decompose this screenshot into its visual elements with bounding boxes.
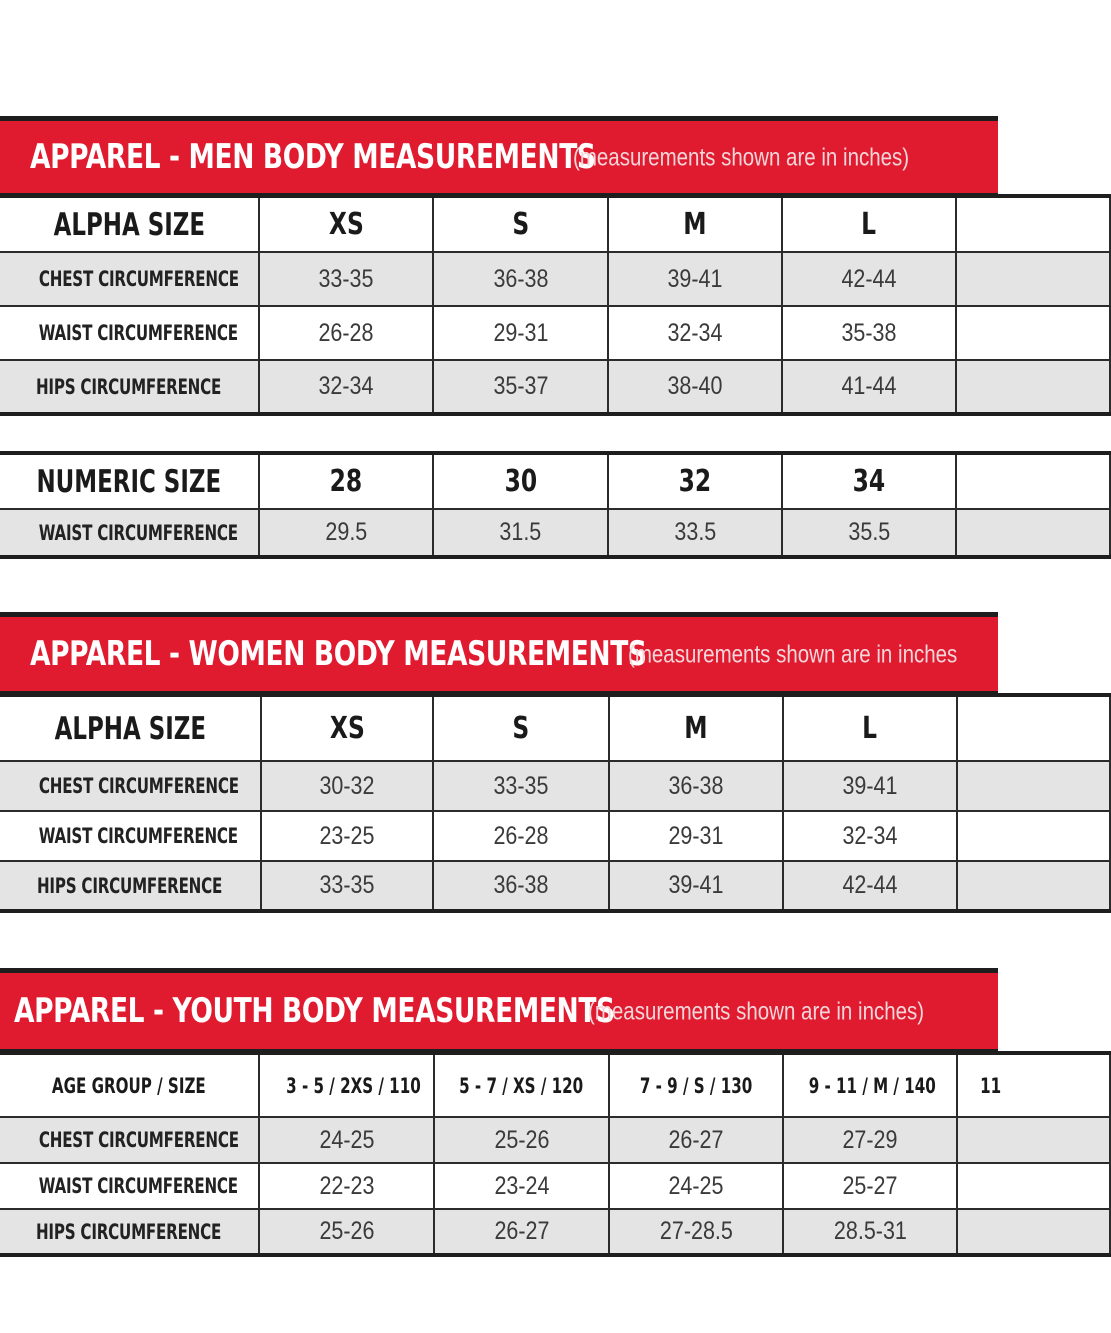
measurement-value: 31.5 — [499, 518, 542, 546]
size-heading: XS — [329, 711, 365, 746]
measurement-value: 22-23 — [318, 1171, 374, 1200]
measurement-value: 39-41 — [842, 771, 898, 800]
size-heading: 32 — [678, 464, 712, 499]
header-cell — [609, 1053, 783, 1117]
value-cell — [259, 360, 433, 414]
measurement-value: 30-32 — [319, 771, 375, 800]
women-banner — [0, 612, 998, 696]
size-heading: S — [512, 207, 529, 242]
measurement-value: 28.5-31 — [833, 1217, 907, 1245]
measurement-value: 25-27 — [842, 1171, 898, 1200]
size-heading: M — [683, 207, 707, 242]
value-cell — [783, 811, 957, 861]
value-cell — [609, 1163, 783, 1209]
measurement-value: 33-35 — [319, 871, 375, 899]
row-label: HIPS CIRCUMFERENCE — [36, 374, 222, 399]
value-cell — [783, 1163, 957, 1209]
value-cell — [782, 509, 956, 557]
table-row — [0, 1209, 1110, 1255]
header-cell — [956, 196, 1110, 252]
row-label-cell — [0, 1163, 259, 1209]
size-heading: L — [861, 207, 877, 242]
value-cell — [957, 761, 1110, 811]
header-cell — [259, 196, 433, 252]
measurement-value: 36-38 — [493, 871, 549, 899]
row-label: WAIST CIRCUMFERENCE — [38, 321, 238, 345]
men-banner — [0, 116, 998, 198]
value-cell — [261, 861, 433, 911]
measurement-value: 26-28 — [493, 821, 549, 850]
header-cell — [261, 695, 433, 761]
row-label: WAIST CIRCUMFERENCE — [38, 824, 238, 848]
value-cell — [259, 1209, 434, 1255]
value-cell — [783, 761, 957, 811]
measurement-value: 24-25 — [668, 1171, 724, 1200]
value-cell — [261, 811, 433, 861]
size-heading: 3 - 5 / 2XS / 110 — [286, 1073, 421, 1098]
measurement-value: 29-31 — [492, 318, 548, 347]
row-label-cell — [0, 509, 259, 557]
row-label: CHEST CIRCUMFERENCE — [38, 1128, 239, 1152]
size-heading: 5 - 7 / XS / 120 — [459, 1073, 584, 1098]
value-cell — [609, 761, 783, 811]
row-label-cell — [0, 360, 259, 414]
value-cell — [433, 360, 608, 414]
header-cell — [259, 1053, 434, 1117]
measurement-value: 41-44 — [841, 372, 897, 400]
women-alpha-size-table — [0, 693, 1111, 913]
size-heading: 34 — [852, 464, 886, 499]
men-banner-title: APPAREL - MEN BODY MEASUREMENTS — [30, 137, 596, 177]
value-cell — [956, 360, 1110, 414]
measurement-value: 29.5 — [325, 518, 367, 546]
table-header-row — [0, 453, 1110, 509]
value-cell — [956, 252, 1110, 306]
value-cell — [608, 252, 782, 306]
header-cell — [0, 196, 259, 252]
table-row — [0, 811, 1110, 861]
measurement-value: 39-41 — [667, 264, 723, 293]
header-cell — [783, 695, 957, 761]
table-row — [0, 1163, 1110, 1209]
value-cell — [433, 509, 608, 557]
value-cell — [433, 252, 608, 306]
header-cell — [782, 196, 956, 252]
value-cell — [957, 1163, 1110, 1209]
header-cell — [0, 695, 261, 761]
value-cell — [259, 509, 433, 557]
measurement-value: 38-40 — [667, 372, 723, 400]
value-cell — [609, 861, 783, 911]
header-cell — [608, 453, 782, 509]
table-row — [0, 1117, 1110, 1163]
value-cell — [783, 1117, 957, 1163]
header-cell — [957, 1053, 1110, 1117]
alpha-size-heading: ALPHA SIZE — [53, 206, 205, 243]
measurement-value: 29-31 — [668, 821, 724, 850]
row-label: CHEST CIRCUMFERENCE — [38, 774, 239, 798]
row-label-cell — [0, 811, 261, 861]
value-cell — [782, 360, 956, 414]
row-label-cell — [0, 1209, 259, 1255]
men-alpha-size-table — [0, 194, 1111, 416]
header-cell — [0, 453, 259, 509]
measurement-value: 26-27 — [668, 1125, 724, 1154]
value-cell — [259, 1117, 434, 1163]
row-label: WAIST CIRCUMFERENCE — [38, 520, 238, 545]
size-heading: 28 — [329, 464, 363, 499]
header-cell — [433, 453, 608, 509]
value-cell — [957, 1117, 1110, 1163]
table-row — [0, 509, 1110, 557]
value-cell — [956, 509, 1110, 557]
row-label-cell — [0, 252, 259, 306]
men-banner-note: (measurements shown are in inches) — [573, 143, 910, 172]
measurement-value: 26-28 — [318, 318, 374, 347]
table-row — [0, 761, 1110, 811]
value-cell — [609, 1209, 783, 1255]
size-heading: 9 - 11 / M / 140 — [808, 1073, 936, 1098]
row-label: HIPS CIRCUMFERENCE — [37, 873, 223, 898]
header-cell — [259, 453, 433, 509]
measurement-value: 27-28.5 — [659, 1217, 733, 1245]
measurement-value: 35-37 — [492, 372, 548, 400]
value-cell — [957, 811, 1110, 861]
value-cell — [434, 1117, 609, 1163]
value-cell — [434, 1163, 609, 1209]
header-cell — [433, 196, 608, 252]
header-cell — [434, 1053, 609, 1117]
header-cell — [608, 196, 782, 252]
row-label-cell — [0, 1117, 259, 1163]
header-cell — [957, 695, 1110, 761]
measurement-value: 23-24 — [493, 1171, 549, 1200]
women-banner-title: APPAREL - WOMEN BODY MEASUREMENTS — [30, 634, 647, 674]
measurement-value: 32-34 — [318, 372, 374, 400]
size-heading: L — [862, 711, 878, 746]
value-cell — [608, 509, 782, 557]
measurement-value: 33-35 — [493, 771, 549, 800]
value-cell — [957, 861, 1110, 911]
value-cell — [608, 360, 782, 414]
measurement-value: 32-34 — [842, 821, 898, 850]
value-cell — [259, 252, 433, 306]
value-cell — [433, 306, 608, 360]
value-cell — [609, 811, 783, 861]
measurement-value: 24-25 — [318, 1125, 374, 1154]
value-cell — [259, 306, 433, 360]
size-heading: XS — [328, 207, 364, 242]
value-cell — [957, 1209, 1110, 1255]
value-cell — [608, 306, 782, 360]
row-label: CHEST CIRCUMFERENCE — [38, 267, 239, 291]
youth-banner — [0, 968, 998, 1054]
alpha-size-heading: ALPHA SIZE — [54, 710, 206, 747]
measurement-value: 36-38 — [492, 264, 548, 293]
value-cell — [433, 811, 609, 861]
row-label: WAIST CIRCUMFERENCE — [38, 1174, 238, 1198]
value-cell — [434, 1209, 609, 1255]
youth-banner-title: APPAREL - YOUTH BODY MEASUREMENTS — [14, 991, 615, 1031]
value-cell — [433, 861, 609, 911]
measurement-value: 35-38 — [841, 318, 897, 347]
row-label-cell — [0, 306, 259, 360]
measurement-value: 36-38 — [668, 771, 724, 800]
table-row — [0, 252, 1110, 306]
measurement-value: 23-25 — [319, 821, 375, 850]
age-group-heading: AGE GROUP / SIZE — [52, 1073, 206, 1098]
header-cell — [956, 453, 1110, 509]
row-label: HIPS CIRCUMFERENCE — [36, 1219, 222, 1244]
measurement-value: 27-29 — [842, 1125, 898, 1154]
header-cell — [783, 1053, 957, 1117]
table-header-row — [0, 196, 1110, 252]
value-cell — [782, 252, 956, 306]
value-cell — [433, 761, 609, 811]
value-cell — [259, 1163, 434, 1209]
value-cell — [609, 1117, 783, 1163]
numeric-size-heading: NUMERIC SIZE — [36, 463, 222, 500]
size-heading: 11 — [980, 1073, 1002, 1098]
size-heading: 30 — [504, 464, 537, 499]
table-row — [0, 861, 1110, 911]
women-banner-note: (measurements shown are in inches — [628, 640, 958, 669]
value-cell — [782, 306, 956, 360]
table-row — [0, 306, 1110, 360]
youth-banner-note: (measurements shown are in inches) — [588, 997, 925, 1026]
row-label-cell — [0, 861, 261, 911]
header-cell — [433, 695, 609, 761]
size-heading: 7 - 9 / S / 130 — [639, 1073, 753, 1098]
value-cell — [783, 1209, 957, 1255]
measurement-value: 32-34 — [667, 318, 723, 347]
measurement-value: 25-26 — [493, 1125, 549, 1154]
header-cell — [782, 453, 956, 509]
header-cell — [609, 695, 783, 761]
measurement-value: 33-35 — [318, 264, 374, 293]
row-label-cell — [0, 761, 261, 811]
measurement-value: 42-44 — [842, 871, 898, 899]
size-heading: S — [512, 711, 530, 746]
measurement-value: 25-26 — [318, 1217, 374, 1245]
value-cell — [783, 861, 957, 911]
table-header-row — [0, 695, 1110, 761]
measurement-value: 42-44 — [841, 264, 897, 293]
measurement-value: 33.5 — [674, 518, 716, 546]
measurement-value: 39-41 — [668, 871, 724, 899]
youth-size-table — [0, 1051, 1111, 1257]
size-heading: M — [684, 711, 708, 746]
table-row — [0, 360, 1110, 414]
value-cell — [261, 761, 433, 811]
men-numeric-size-table — [0, 451, 1111, 559]
table-header-row — [0, 1053, 1110, 1117]
measurement-value: 35.5 — [848, 518, 890, 546]
value-cell — [956, 306, 1110, 360]
header-cell — [0, 1053, 259, 1117]
measurement-value: 26-27 — [493, 1217, 549, 1245]
